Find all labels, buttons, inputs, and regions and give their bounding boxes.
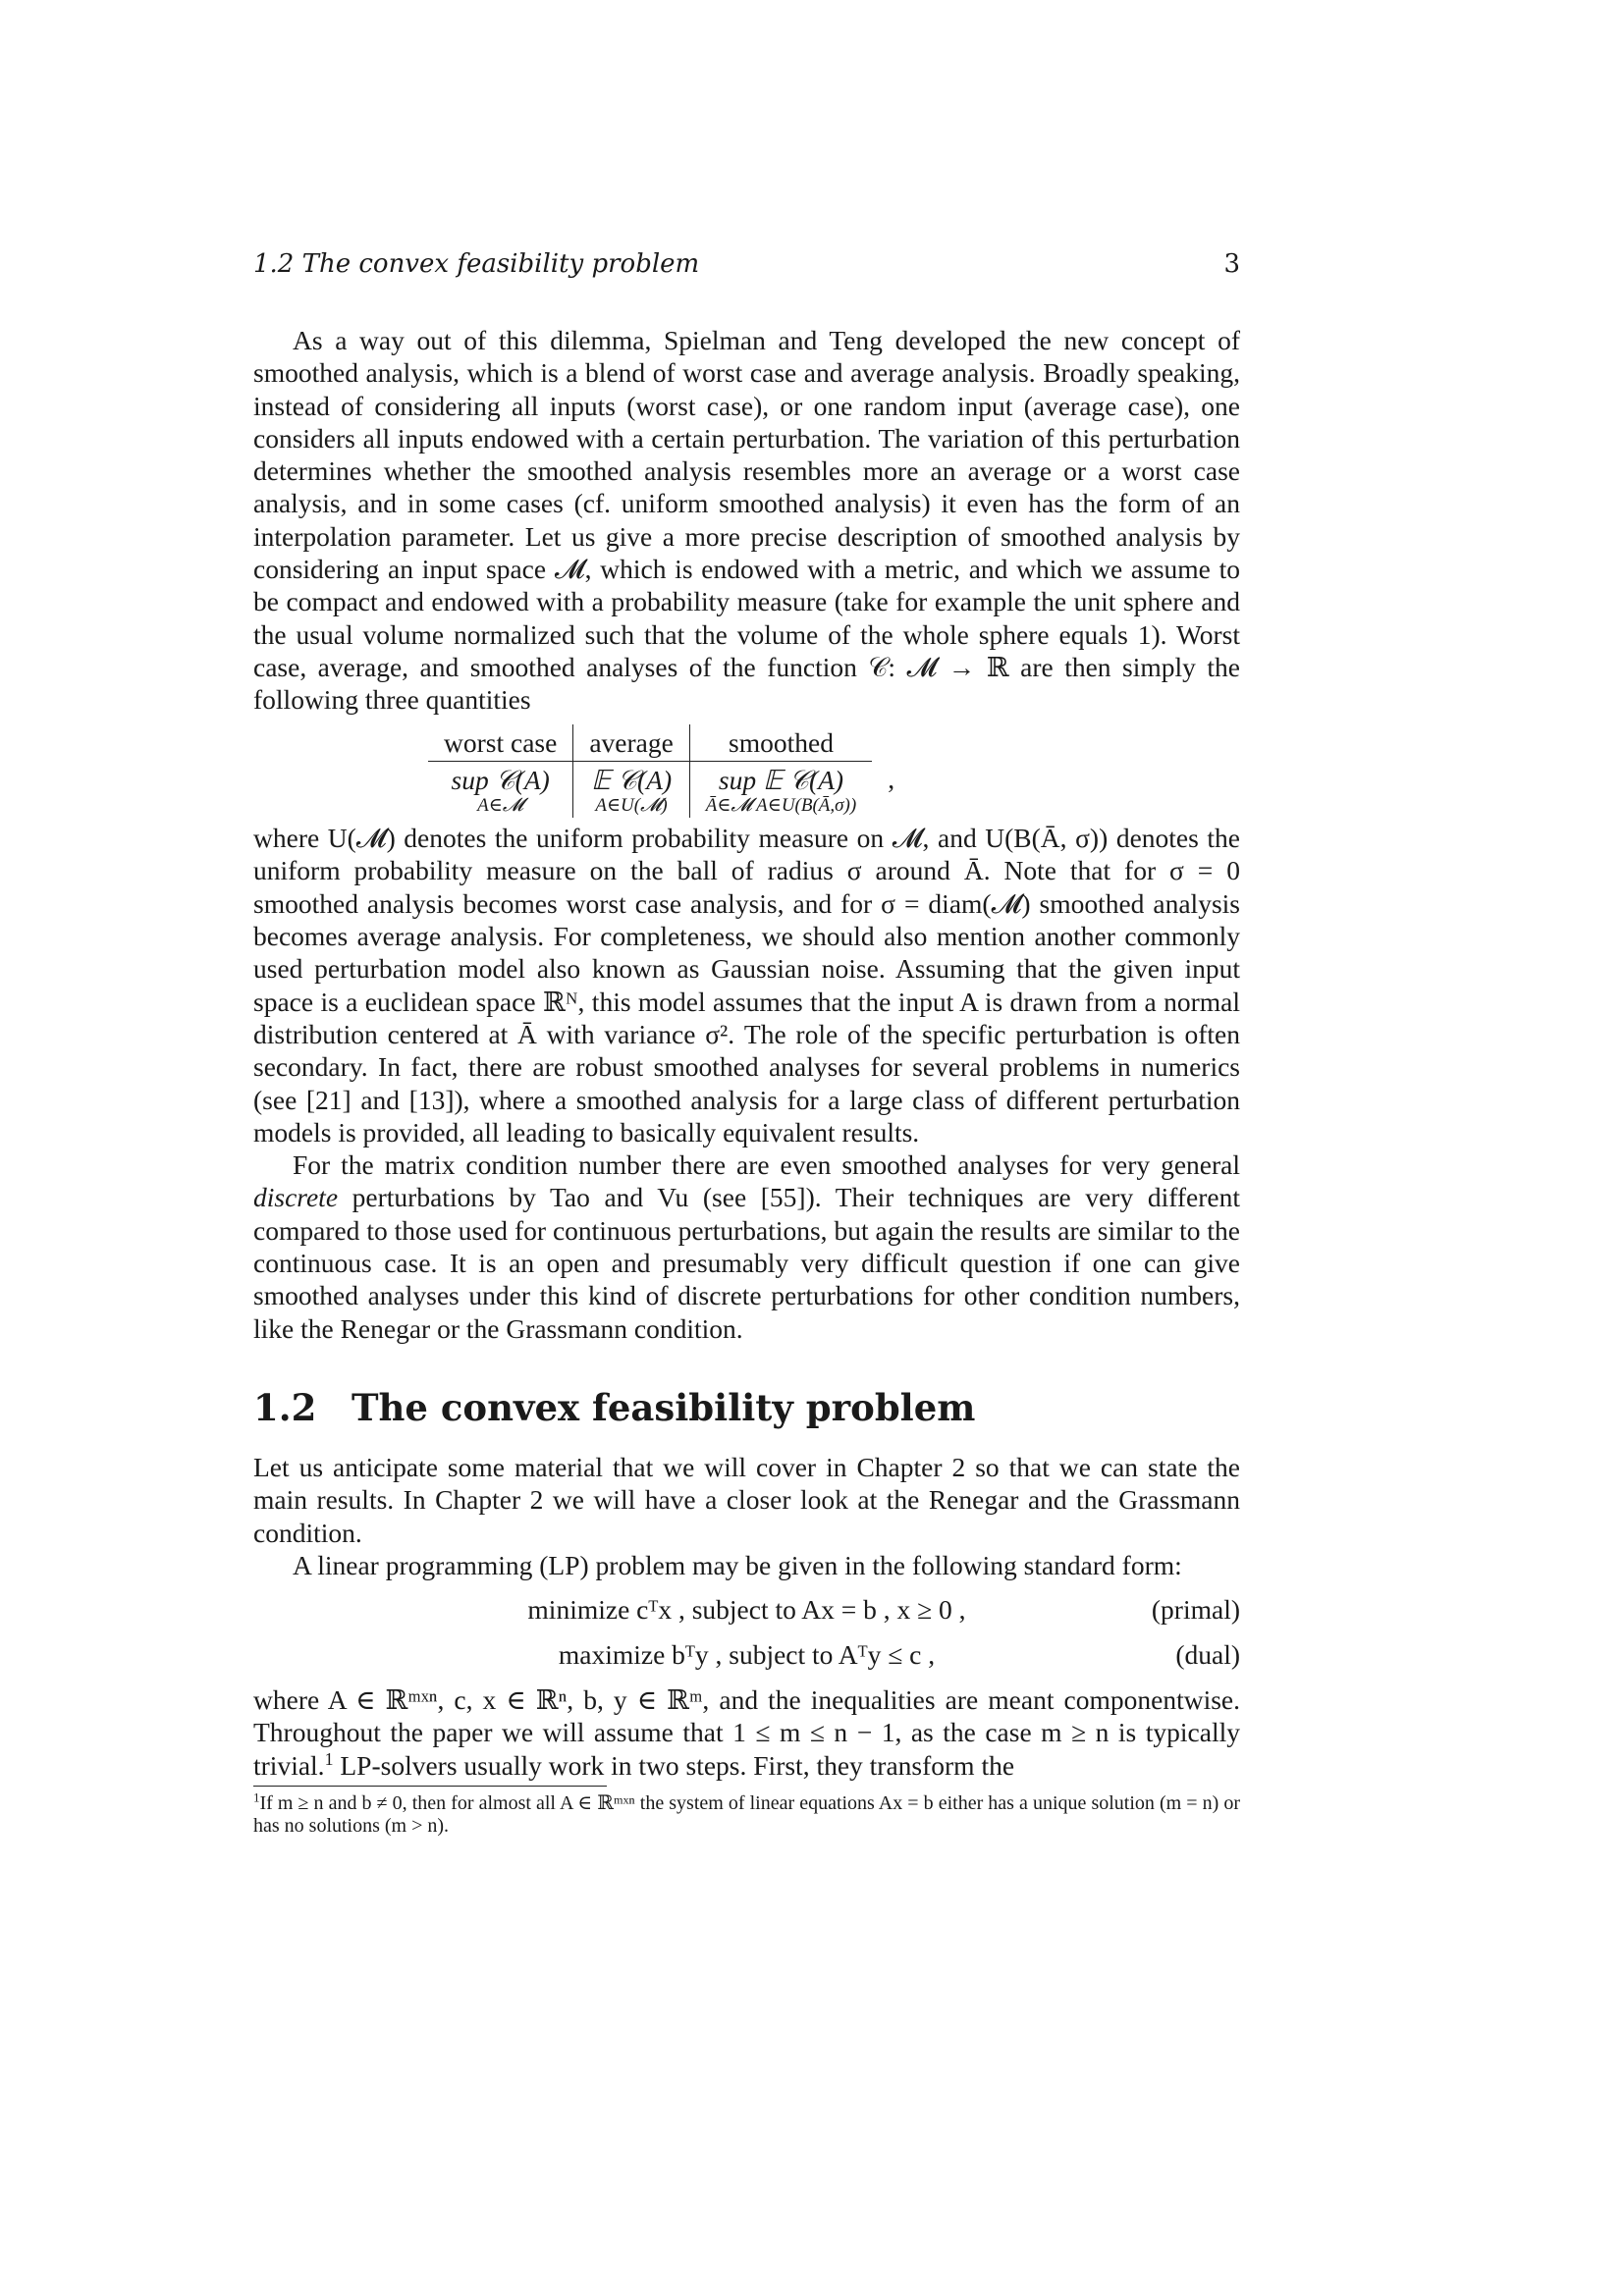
paragraph-smoothed-analysis: As a way out of this dilemma, Spielman and Teng developed the new concept of smoothed analysis, which is a blend of worst case and average analysis. Broadly speaking, instead of considering all inputs (worst case), or one random input (average case), one considers all inputs endowed with a certain perturbation. The variation of this perturbation determines whether the smoothed analysis resembles more an average or a worst case analysis, and in some cases (cf. uniform smoothed analysis) it even has the form of an interpolation parameter. Let us give a more precise description of smoothed analysis by considering an input space 𝓜, which is endowed with a metric, and which we assume to be compact and endowed with a probability measure (take for example the unit sphere and the usual volume normalized such that the volume of the whole sphere equals 1). Worst case, average, and smoothed analyses of the function 𝒞: 𝓜 → ℝ are then simply the following three quantities bbox=[253, 325, 1240, 716]
cell-average bbox=[573, 761, 689, 818]
header-worst-case: worst case bbox=[428, 724, 573, 762]
paragraph-discrete-perturbations bbox=[253, 1148, 1240, 1345]
average-formula: 𝔼 𝒞(A) bbox=[591, 764, 673, 795]
page-number: 3 bbox=[1223, 249, 1240, 279]
footnote-reference: 1 bbox=[324, 1748, 334, 1769]
page-body bbox=[253, 324, 1240, 1838]
cell-worst-case bbox=[428, 761, 573, 818]
paragraph-anticipate: Let us anticipate some material that we will cover in Chapter 2 so that we can state the main results. In Chapter 2 we will have a closer look at the Renegar and the Grassmann condition. bbox=[253, 1451, 1240, 1548]
footnote-text: If m ≥ n and b ≠ 0, then for almost all A ∈ ℝᵐˣⁿ the system of linear equations Ax = b either has a unique solution (m = n) or has no solutions (m > n). bbox=[253, 1791, 1240, 1837]
equation-primal bbox=[253, 1587, 1240, 1632]
worst-case-formula: sup 𝒞(A) bbox=[451, 764, 550, 795]
paragraph-lp-intro: A linear programming (LP) problem may be given in the following standard form: bbox=[293, 1549, 1182, 1580]
table-formula-row bbox=[428, 761, 910, 818]
paragraph-uniform-measure: where U(𝓜) denotes the uniform probability measure on 𝓜, and U(B(Ā, σ)) denotes the uniform probability measure on the ball of radius σ around Ā. Note that for σ = 0 smoothed analysis becomes worst case analysis, and for σ = diam(𝓜) smoothed analysis becomes average analysis. For completeness, we should also mention another commonly used perturbation model also known as Gaussian noise. Assuming that the given input space is a euclidean space ℝᴺ, this model assumes that the input A is drawn from a normal distribution centered at Ā with variance σ². The role of the specific perturbation is often secondary. In fact, there are robust smoothed analyses for several problems in numerics (see [21] and [13]), where a smoothed analysis for a large class of different perturbation models is provided, all leading to basically equivalent results. bbox=[253, 823, 1240, 1148]
equation-dual-body: maximize bᵀy , subject to Aᵀy ≤ c , bbox=[558, 1639, 936, 1671]
analysis-table bbox=[428, 724, 910, 819]
p6-text: where A ∈ ℝᵐˣⁿ, c, x ∈ ℝⁿ, b, y ∈ ℝᵐ, and the inequalities are meant componentwise. Throughout the paper we will assume that 1 ≤ m ≤ n − 1, as the case m ≥ n is typically trivial. bbox=[253, 1684, 1240, 1781]
section-heading bbox=[253, 1386, 1240, 1429]
equation-dual bbox=[253, 1632, 1240, 1678]
p3-emphasis: discrete bbox=[253, 1182, 339, 1213]
paragraph-lp-assumptions bbox=[253, 1683, 1240, 1782]
worst-case-subscript: A∈𝓜 bbox=[477, 795, 524, 817]
header-smoothed: smoothed bbox=[689, 724, 872, 762]
section-number: 1.2 bbox=[253, 1385, 317, 1429]
p3-text-after: perturbations by Tao and Vu (see [55]). Their techniques are very different compared to those used for continuous perturbations, but again the results are similar to the continuous case. It is an open and presumably very difficult question if one can give smoothed analyses under this kind of discrete perturbations for other condition numbers, like the Renegar or the Grassmann condition. bbox=[253, 1182, 1240, 1344]
footnote-rule bbox=[253, 1786, 607, 1787]
running-header bbox=[253, 249, 1240, 283]
smoothed-subscript: Ā∈𝓜 A∈U(B(Ā,σ)) bbox=[705, 795, 857, 817]
header-average: average bbox=[573, 724, 689, 762]
running-title: 1.2 The convex feasibility problem bbox=[253, 249, 700, 279]
equation-primal-tag: (primal) bbox=[1151, 1594, 1240, 1626]
table-header-row bbox=[428, 724, 910, 762]
equation-dual-tag: (dual) bbox=[1175, 1639, 1240, 1671]
p3-text-before: For the matrix condition number there are even smoothed analyses for very general bbox=[293, 1149, 1240, 1181]
p6-tail: LP-solvers usually work in two steps. First, they transform the bbox=[333, 1749, 1015, 1781]
footnote bbox=[253, 1789, 1240, 1838]
equation-primal-body: minimize cᵀx , subject to Ax = b , x ≥ 0 , bbox=[527, 1594, 966, 1626]
average-subscript: A∈U(𝓜) bbox=[595, 795, 668, 817]
footnote-mark: 1 bbox=[253, 1789, 260, 1805]
section-title: The convex feasibility problem bbox=[352, 1385, 976, 1429]
table-trailing-comma: , bbox=[888, 764, 895, 795]
smoothed-formula: sup 𝔼 𝒞(A) bbox=[718, 764, 844, 795]
cell-smoothed bbox=[689, 761, 872, 818]
